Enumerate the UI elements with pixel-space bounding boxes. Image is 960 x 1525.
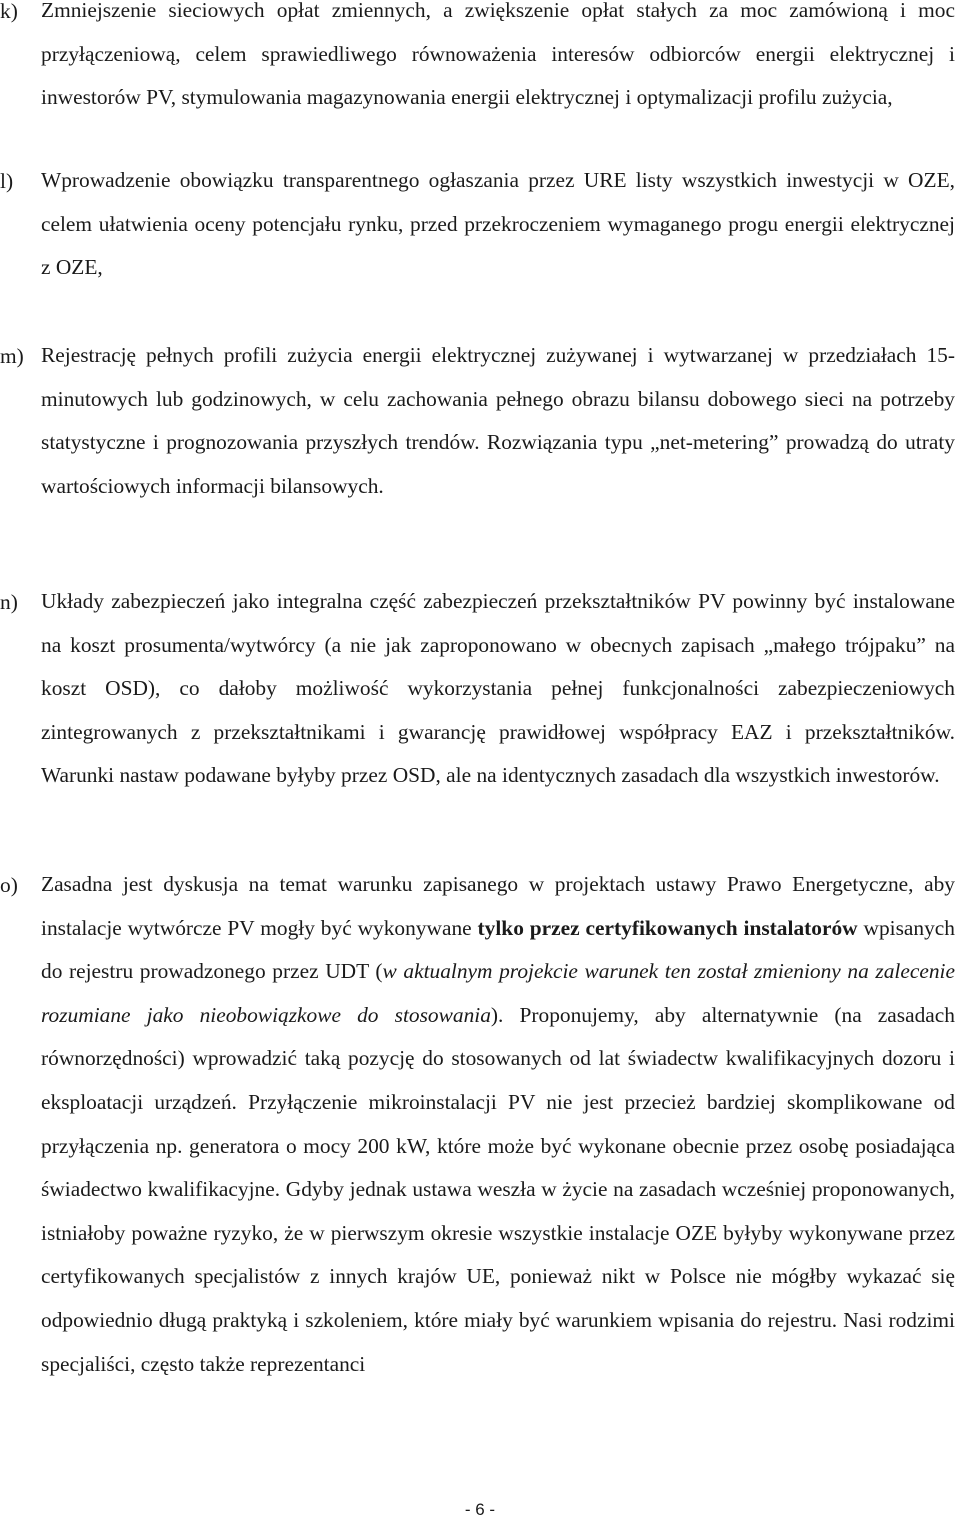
- list-item-text: Układy zabezpieczeń jako integralna część zabezpieczeń przekształtników PV powinny być instalowane na koszt prosumenta/wytwórcy (a nie jak zaproponowano w obecnych zapisach „małego trójpaku” na koszt OSD), co dałoby możliwość wykorzystania pełnej funkcjonalności zabezpieczeniowych zintegrowanych z przekształtnikami i gwarancję prawidłowej współpracy EAZ i przekształtników. Warunki nastaw podawane byłyby przez OSD, ale na identycznych zasadach dla wszystkich inwestorów.: [41, 589, 955, 788]
- list-item-n: [0, 580, 955, 798]
- list-marker: l): [0, 169, 14, 193]
- list-marker: k): [0, 0, 18, 23]
- list-item-text: Zmniejszenie sieciowych opłat zmiennych, a zwiększenie opłat stałych za moc zamówioną i moc przyłączeniową, celem sprawiedliwego równoważenia interesów odbiorców energii elektrycznej i inwestorów PV, stymulowania magazynowania energii elektrycznej i optymalizacji profilu zużycia,: [41, 0, 955, 110]
- list-item-k: [0, 0, 955, 120]
- list-item-m: [0, 334, 955, 508]
- text-run: wpisanych do rejestru prowadzonego przez UDT (: [41, 915, 955, 984]
- list-marker: n): [0, 590, 18, 614]
- bold-text-run: tylko przez certyfikowanych instalatorów: [477, 915, 858, 940]
- list-item-o: [0, 863, 955, 1386]
- page-number: - 6 -: [464, 1500, 496, 1519]
- text-run: ). Proponujemy, aby alternatywnie (na zasadach równorzędności) wprowadzić taką pozycję do stosowanych od lat świadectw kwalifikacyjnych dozoru i eksploatacji urządzeń. Przyłączenie mikroinstalacji PV nie jest przecież bardziej skomplikowane od przyłączenia np. generatora o mocy 200 kW, które może być wykonane obecnie przez osobę posiadająca świadectwo kwalifikacyjne. Gdyby jednak ustawa weszła w życie na zasadach wcześniej proponowanych, istniałoby poważne ryzyko, że w pierwszym okresie wszystkie instalacje OZE byłyby wykonywane przez certyfikowanych specjalistów z innych krajów UE, ponieważ nikt w Polsce nie mógłby wykazać się odpowiednio długą praktyką i szkoleniem, które miały być warunkiem wpisania do rejestru. Nasi rodzimi specjaliści, często także reprezentanci: [41, 1002, 955, 1376]
- italic-text-run: w aktualnym projekcie warunek ten został zmieniony na zalecenie rozumiane jako nieobowiązkowe do stosowania: [41, 959, 955, 1027]
- list-item-text: Rejestrację pełnych profili zużycia energii elektrycznej zużywanej i wytwarzanej w przedziałach 15-minutowych lub godzinowych, w celu zachowania pełnego obrazu bilansu dobowego sieci na potrzeby statystyczne i prognozowania przyszłych trendów. Rozwiązania typu „net-metering” prowadzą do utraty wartościowych informacji bilansowych.: [41, 343, 955, 498]
- list-item-l: [0, 159, 955, 290]
- list-item-text: [41, 863, 955, 1386]
- list-marker: o): [0, 873, 18, 897]
- list-item-text: Wprowadzenie obowiązku transparentnego ogłaszania przez URE listy wszystkich inwestycji w OZE, celem ułatwienia oceny potencjału rynku, przed przekroczeniem wymaganego progu energii elektrycznej z OZE,: [41, 168, 955, 280]
- text-run: Zasadna jest dyskusja na temat warunku zapisanego w projektach ustawy Prawo Energetyczne, aby instalacje wytwórcze PV mogły być wykonywane: [41, 872, 955, 940]
- list-marker: m): [0, 344, 24, 368]
